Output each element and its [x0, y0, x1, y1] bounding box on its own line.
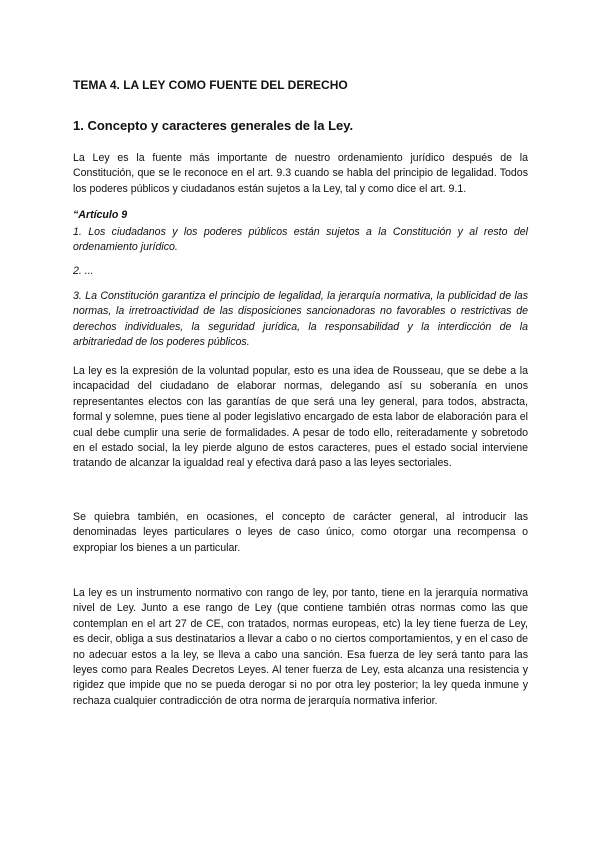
body-paragraph-3: Se quiebra también, en ocasiones, el concepto de carácter general, al introducir las denominadas leyes particulares o leyes de caso único, como otorgar una recompensa o expropiar los bienes a un particular. — [73, 511, 528, 554]
body-paragraph-4: La ley es un instrumento normativo con rango de ley, por tanto, tiene en la jerarquía normativa nivel de Ley. Junto a ese rango de Ley (que contiene también otras normas como las que contemplan en el art 27 de CE, con tratados, normas europeas, etc) la ley tiene fuerza de Ley, es decir, obliga a sus destinatarios a llevar a cabo o no ciertos comportamientos, y en el caso de no adecuar estos a la ley, se lleva a cabo una sanción. Esa fuerza de ley será tanto para las leyes como para Reales Decretos Leyes. Al tener fuerza de Ley, esta alcanza una resistencia y rigidez que impide que no se pueda derogar si no por otra ley posterior; la ley queda inmune y rechaza cualquier contradicción de otra norma de jerarquía normativa inferior. — [73, 587, 528, 707]
body-paragraph-2: La ley es la expresión de la voluntad popular, esto es una idea de Rousseau, que se debe a la incapacidad del ciudadano de elaborar normas, delegando así su soberanía en unos representantes electos con las garantías de que será una ley general, para todos, abstracta, formal y solemne, pues tiene al poder legislativo encargado de esta labor de elaboración para el cual debe cumplir una serie de formalidades. A pesar de todo ello, reiteradamente y sobretodo en el estado social, la ley pierde alguno de estos caracteres, pues el estado social interviene tratando de alcanzar la igualdad real y efectiva dará paso a las leyes sectoriales. — [73, 365, 528, 470]
article-heading: “Artículo 9 — [73, 209, 128, 221]
article-item-2: 2. ... — [73, 265, 94, 277]
article-item-1: 1. Los ciudadanos y los poderes públicos están sujetos a la Constitución y al resto del ordenamiento jurídico. — [73, 226, 528, 254]
article-item-3: 3. La Constitución garantiza el principio de legalidad, la jerarquía normativa, la publicidad de las normas, la irretroactividad de las disposiciones sancionadoras no favorables o restrictivas de derechos individuales, la seguridad jurídica, la responsabilidad y la interdicción de la arbitrariedad de los poderes públicos. — [73, 290, 528, 349]
document-title: TEMA 4. LA LEY COMO FUENTE DEL DERECHO — [73, 78, 348, 92]
intro-paragraph: La Ley es la fuente más importante de nuestro ordenamiento jurídico después de la Constitución, que se le reconoce en el art. 9.3 cuando se habla del principio de legalidad. Todos los poderes públicos y ciudadanos están sujetos a la Ley, tal y como dice el art. 9.1. — [73, 152, 528, 195]
section-heading: 1. Concepto y caracteres generales de la Ley. — [73, 118, 354, 133]
